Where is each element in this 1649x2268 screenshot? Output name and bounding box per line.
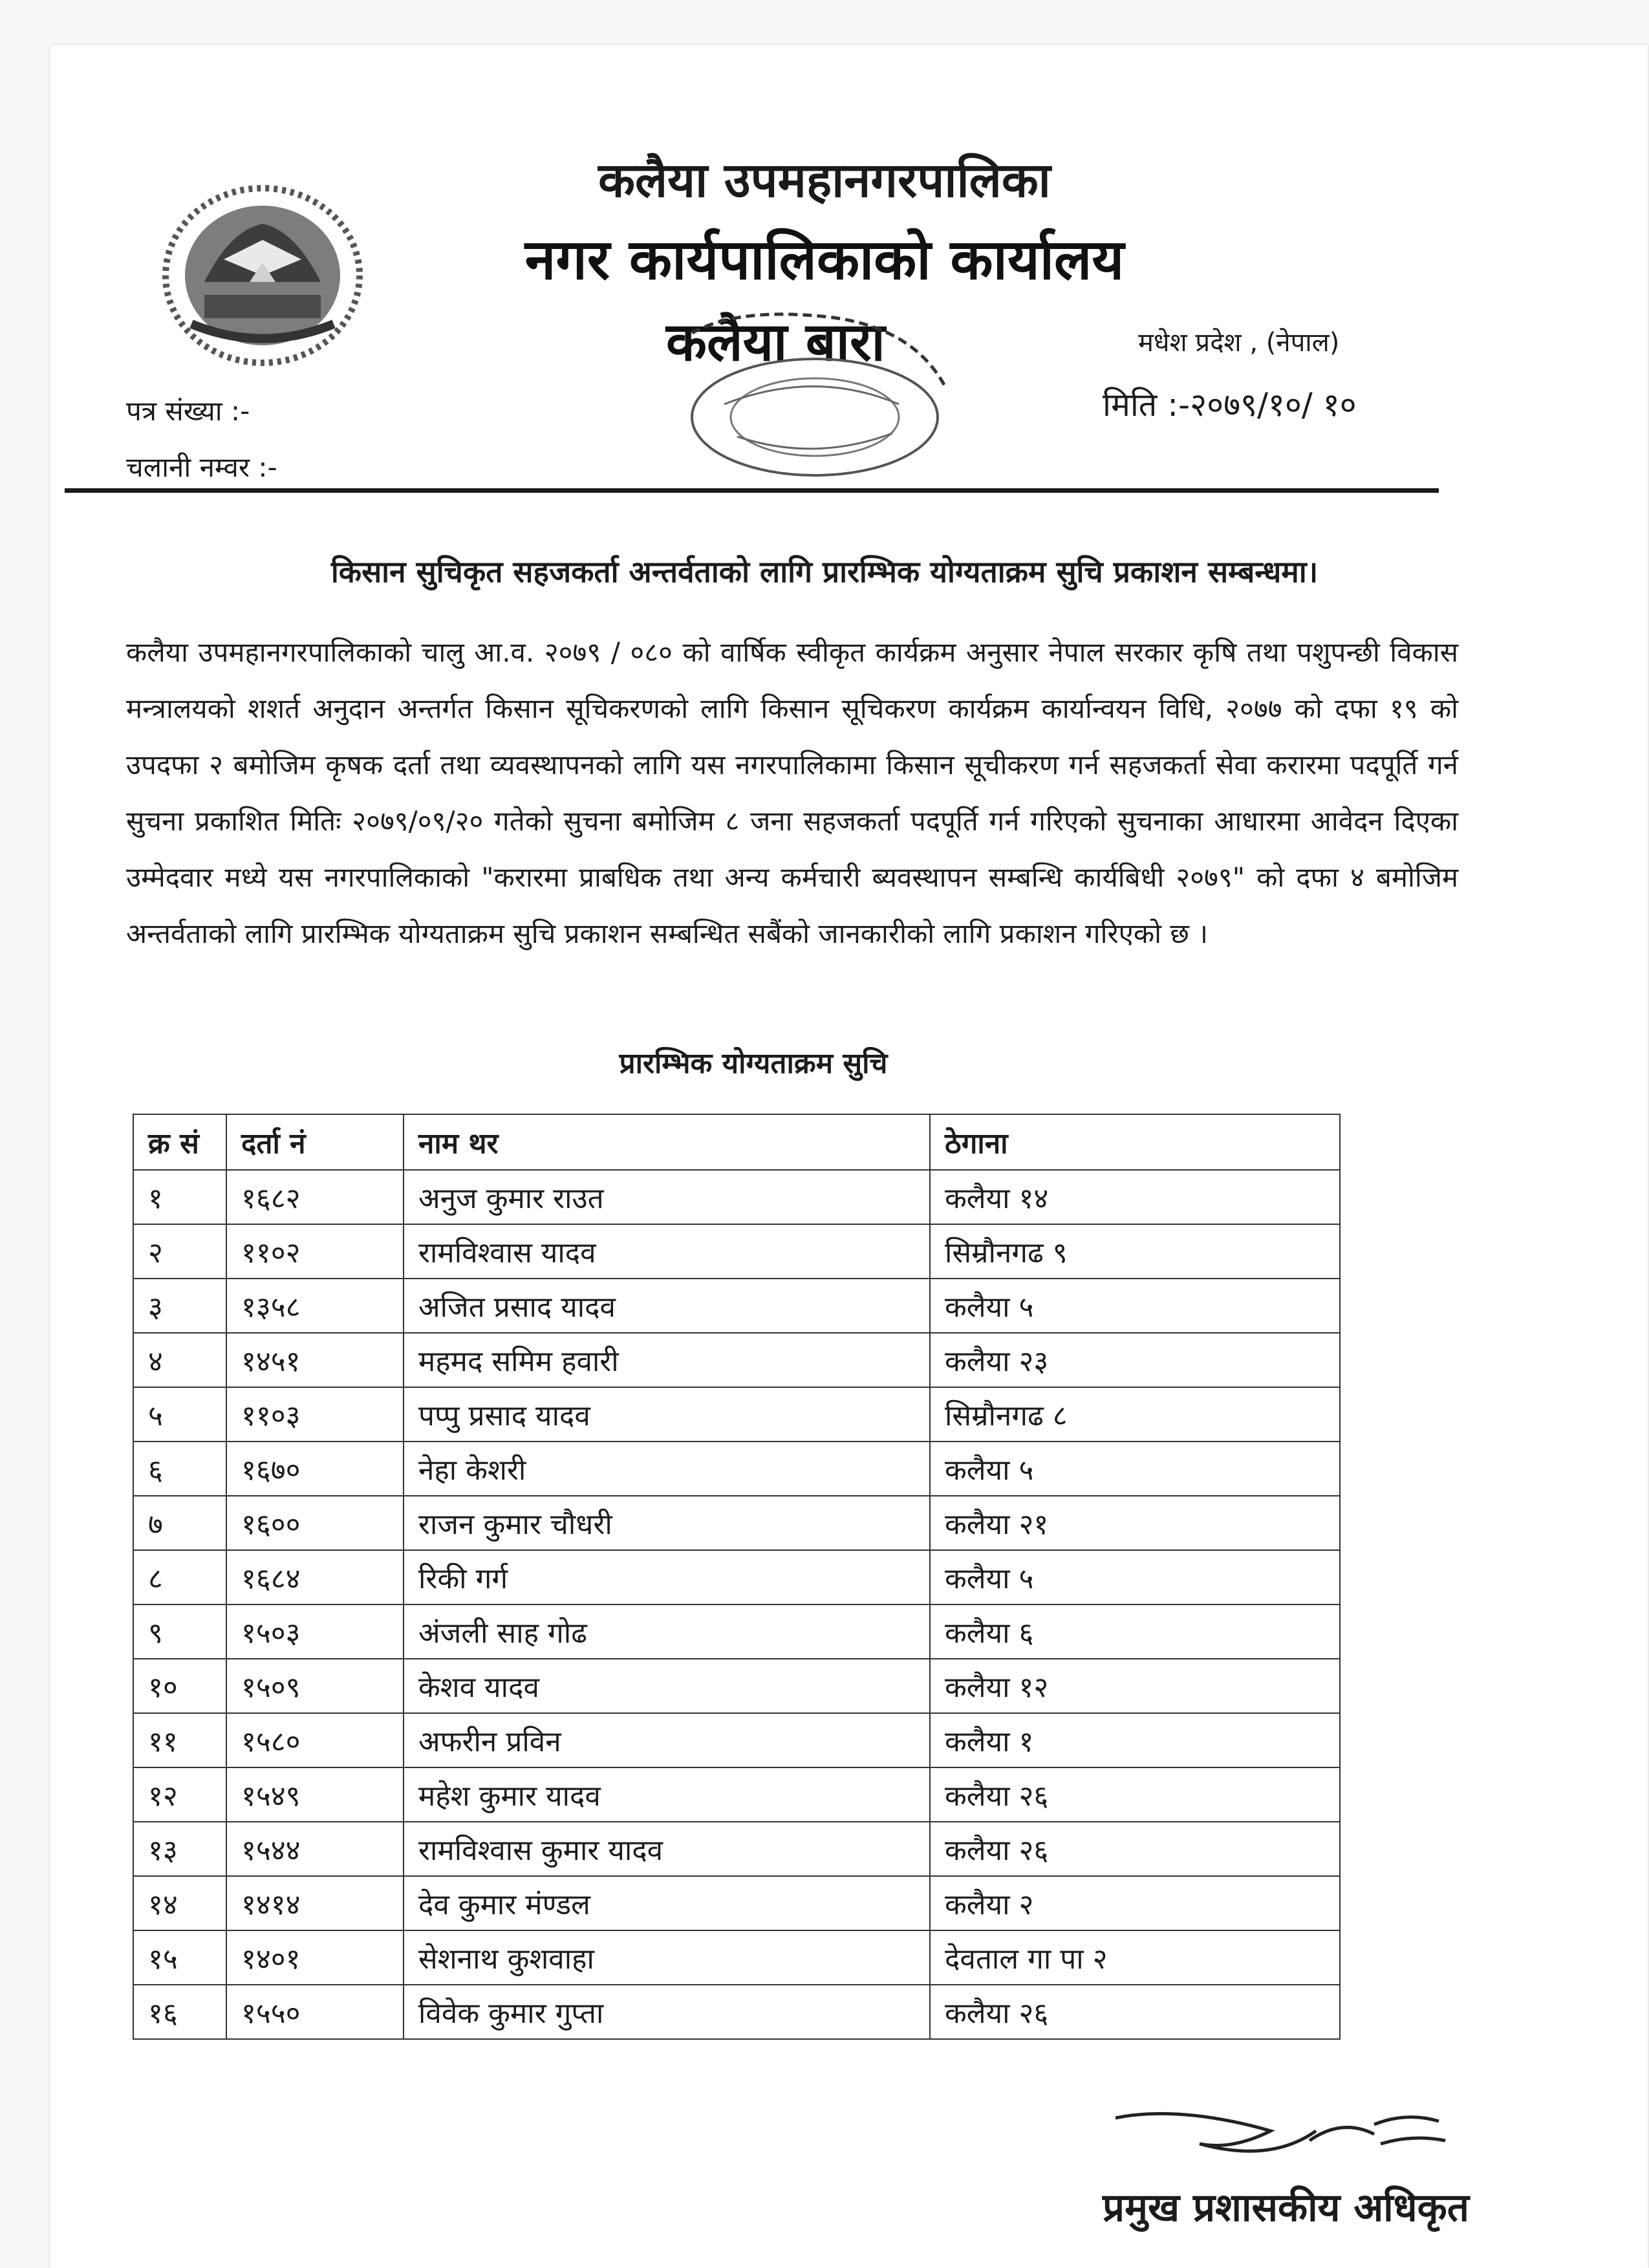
table-row: [133, 1333, 1340, 1387]
serial-cell: ७: [133, 1496, 226, 1550]
registration-cell: १४१४: [226, 1876, 404, 1930]
address-cell: सिम्रौनगढ ९: [930, 1224, 1340, 1279]
serial-cell: ९: [133, 1604, 226, 1659]
serial-cell: १५: [133, 1930, 226, 1985]
name-cell: अजित प्रसाद यादव: [404, 1279, 930, 1333]
name-cell: सेशनाथ कुशवाहा: [404, 1930, 930, 1985]
name-cell: अफरीन प्रविन: [404, 1713, 930, 1767]
table-row: [133, 1387, 1340, 1442]
registration-cell: १५५०: [226, 1985, 404, 2039]
table-row: [133, 1767, 1340, 1822]
address-cell: देवताल गा पा २: [930, 1930, 1340, 1985]
address-cell: कलैया ६: [930, 1604, 1340, 1659]
serial-cell: ३: [133, 1279, 226, 1333]
registration-cell: १३५८: [226, 1279, 404, 1333]
name-cell: पप्पु प्रसाद यादव: [404, 1387, 930, 1442]
table-row: [133, 1224, 1340, 1279]
serial-cell: १०: [133, 1659, 226, 1713]
registration-cell: १५४९: [226, 1767, 404, 1822]
name-cell: विवेक कुमार गुप्ता: [404, 1985, 930, 2039]
signatory-title: प्रमुख प्रशासकीय अधिकृत: [1103, 2185, 1469, 2230]
name-cell: रिकी गर्ग: [404, 1550, 930, 1604]
letter-body: कलैया उपमहानगरपालिकाको चालु आ.व. २०७९ / ०८० को वार्षिक स्वीकृत कार्यक्रम अनुसार नेपाल सरकार कृषि तथा पशुपन्छी विकास मन्त्रालयको शशर्त अनुदान अन्तर्गत किसान सूचिकरणको लागि किसान सूचिकरण कार्यक्रम कार्यान्वयन विधि, २०७७ को दफा १९ को उपदफा २ बमोजिम कृषक दर्ता तथा व्यवस्थापनको लागि यस नगरपालिकामा किसान सूचीकरण गर्न सहजकर्ता सेवा करारमा पदपूर्ति गर्न सुचना प्रकाशित मितिः २०७९/०९/२० गतेको सुचना बमोजिम ८ जना सहजकर्ता पदपूर्ति गर्न गरिएको सुचनाका आधारमा आवेदन दिएका उम्मेदवार मध्ये यस नगरपालिकाको "करारमा प्राबधिक तथा अन्य कर्मचारी ब्यवस्थापन सम्बन्धि कार्यबिधी २०७९" को दफा ४ बमोजिम अन्तर्वताको लागि प्रारम्भिक योग्यताक्रम सुचि प्रकाशन सम्बन्धित सबैंको जानकारीको लागि प्रकाशन गरिएको छ ।: [126, 636, 1458, 949]
registration-cell: १६८२: [226, 1170, 404, 1224]
address-cell: कलैया ५: [930, 1279, 1340, 1333]
letter-subject: किसान सुचिकृत सहजकर्ता अन्तर्वताको लागि प्रारम्भिक योग्यताक्रम सुचि प्रकाशन सम्बन्धमा।: [330, 554, 1319, 589]
address-cell: कलैया २६: [930, 1822, 1340, 1876]
header-address: ठेगाना: [930, 1114, 1340, 1170]
serial-cell: ११: [133, 1713, 226, 1767]
serial-cell: १४: [133, 1876, 226, 1930]
office-location: कलैया बारा: [666, 312, 885, 373]
registration-cell: १६७०: [226, 1442, 404, 1496]
name-cell: रामविश्वास कुमार यादव: [404, 1822, 930, 1876]
serial-cell: १६: [133, 1985, 226, 2039]
name-cell: राजन कुमार चौधरी: [404, 1496, 930, 1550]
registration-cell: १५८०: [226, 1713, 404, 1767]
table-row: [133, 1876, 1340, 1930]
serial-cell: १३: [133, 1822, 226, 1876]
table-row: [133, 1659, 1340, 1713]
header-serial: क्र सं: [133, 1114, 226, 1170]
registration-cell: १६००: [226, 1496, 404, 1550]
table-row: [133, 1985, 1340, 2039]
dispatch-number-label: चलानी नम्वर :-: [126, 451, 277, 483]
municipality-name: कलैया उपमहानगरपालिका: [598, 153, 1051, 208]
table-row: [133, 1713, 1340, 1767]
name-cell: केशव यादव: [404, 1659, 930, 1713]
office-name: नगर कार्यपालिकाको कार्यालय: [524, 228, 1125, 292]
serial-cell: १२: [133, 1767, 226, 1822]
merit-list-table: [133, 1114, 1341, 2040]
table-row: [133, 1496, 1340, 1550]
header-registration-no: दर्ता नं: [226, 1114, 404, 1170]
registration-cell: १५०३: [226, 1604, 404, 1659]
table-header-row: [133, 1114, 1340, 1170]
letter-date: मिति :-२०७९/१०/ १०: [1103, 386, 1357, 424]
address-cell: कलैया २६: [930, 1985, 1340, 2039]
table-row: [133, 1170, 1340, 1224]
registration-cell: ११०३: [226, 1387, 404, 1442]
name-cell: अनुज कुमार राउत: [404, 1170, 930, 1224]
merit-list-title: प्रारम्भिक योग्यताक्रम सुचि: [619, 1047, 888, 1080]
serial-cell: ५: [133, 1387, 226, 1442]
table-row: [133, 1930, 1340, 1985]
handwritten-signature: [1103, 2105, 1452, 2176]
address-cell: कलैया २३: [930, 1333, 1340, 1387]
name-cell: अंजली साह गोढ: [404, 1604, 930, 1659]
address-cell: सिम्रौनगढ ८: [930, 1387, 1340, 1442]
table-row: [133, 1550, 1340, 1604]
registration-cell: १५४४: [226, 1822, 404, 1876]
serial-cell: ८: [133, 1550, 226, 1604]
table-row: [133, 1442, 1340, 1496]
address-cell: कलैया २६: [930, 1767, 1340, 1822]
registration-cell: १४५१: [226, 1333, 404, 1387]
table-row: [133, 1822, 1340, 1876]
registration-cell: १६८४: [226, 1550, 404, 1604]
address-cell: कलैया ५: [930, 1442, 1340, 1496]
serial-cell: ६: [133, 1442, 226, 1496]
address-cell: कलैया १४: [930, 1170, 1340, 1224]
address-cell: कलैया २: [930, 1876, 1340, 1930]
header-name: नाम थर: [404, 1114, 930, 1170]
name-cell: महमद समिम हवारी: [404, 1333, 930, 1387]
province-label: मधेश प्रदेश , (नेपाल): [1138, 328, 1340, 358]
header-divider: [65, 488, 1439, 493]
name-cell: महेश कुमार यादव: [404, 1767, 930, 1822]
address-cell: कलैया १२: [930, 1659, 1340, 1713]
serial-cell: १: [133, 1170, 226, 1224]
serial-cell: ४: [133, 1333, 226, 1387]
table-row: [133, 1279, 1340, 1333]
name-cell: रामविश्वास यादव: [404, 1224, 930, 1279]
registration-cell: १४०१: [226, 1930, 404, 1985]
name-cell: नेहा केशरी: [404, 1442, 930, 1496]
registration-cell: १५०९: [226, 1659, 404, 1713]
address-cell: कलैया २१: [930, 1496, 1340, 1550]
reference-number-label: पत्र संख्या :-: [126, 395, 250, 427]
address-cell: कलैया १: [930, 1713, 1340, 1767]
registration-cell: ११०२: [226, 1224, 404, 1279]
serial-cell: २: [133, 1224, 226, 1279]
office-seal-stamp: [666, 307, 957, 482]
name-cell: देव कुमार मंण्डल: [404, 1876, 930, 1930]
table-row: [133, 1604, 1340, 1659]
address-cell: कलैया ५: [930, 1550, 1340, 1604]
